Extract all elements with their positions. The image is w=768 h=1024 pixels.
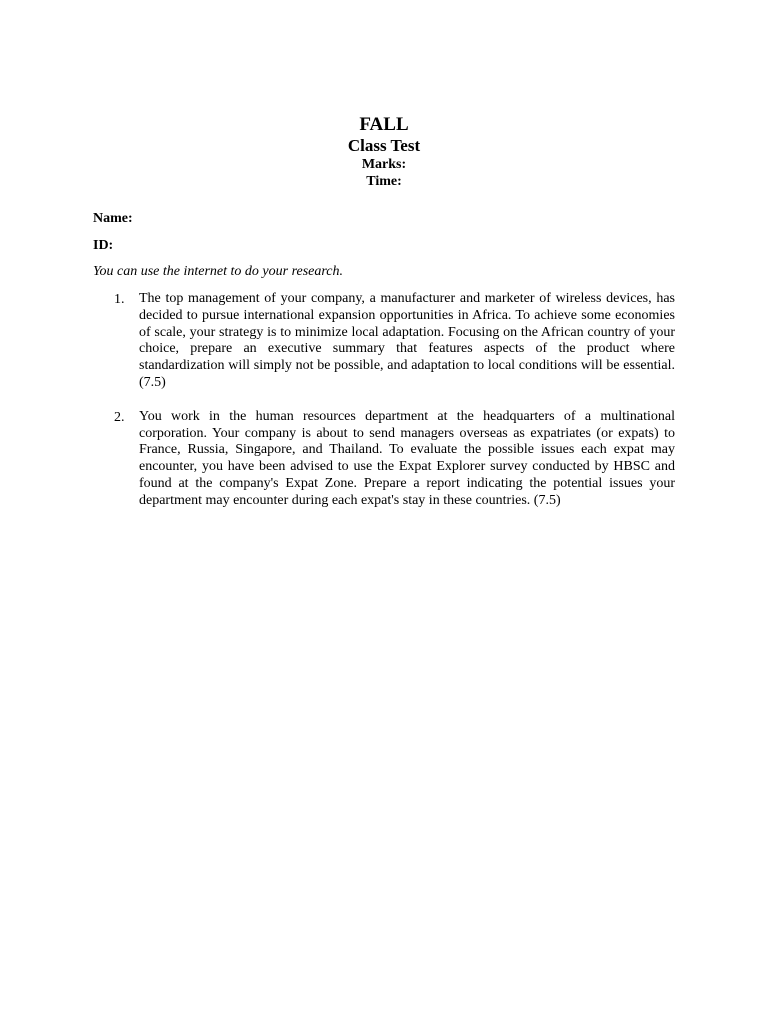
question-number: 1. xyxy=(114,292,125,307)
test-title: Class Test xyxy=(347,136,421,155)
name-label: Name: xyxy=(93,211,133,226)
question-list xyxy=(114,291,675,527)
time-label: Time: xyxy=(366,174,402,189)
question-item xyxy=(114,291,675,392)
term-heading: FALL xyxy=(359,114,409,135)
document-header xyxy=(0,114,768,190)
question-item xyxy=(114,409,675,510)
question-number: 2. xyxy=(114,409,125,425)
instruction-text: You can use the internet to do your research. xyxy=(93,264,344,279)
question-text: You work in the human resources department at the headquarters of a multinational corporation. Your company is about to send managers overseas as expatriates (or expats) to France, Russia, Singapore, and Thailand. To evaluate the possible issues each expat may encounter, you have been advised to use the Expat Explorer survey conducted by HBSC and found at the company's Expat Zone. Prepare a report indicating the potential issues your department may encounter during each expat's stay in these countries. (7.5) xyxy=(139,408,675,508)
question-text: The top management of your company, a manufacturer and marketer of wireless devices, has decided to pursue international expansion opportunities in Africa. To achieve some economies of scale, your strategy is to minimize local adaptation. Focusing on the African country of your choice, prepare an executive summary that features aspects of the product where standardization will simply not be possible, and adaptation to local conditions will be essential. (7.5) xyxy=(139,291,675,390)
marks-label: Marks: xyxy=(361,157,407,172)
id-label: ID: xyxy=(93,238,114,253)
